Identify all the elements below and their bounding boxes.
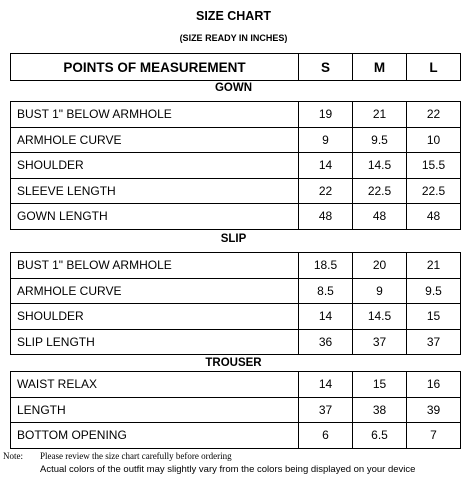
value-s: 8.5 — [299, 278, 353, 304]
value-m: 14.5 — [353, 304, 407, 330]
value-l: 15.5 — [407, 153, 461, 179]
table-row — [11, 253, 461, 279]
row-label: WAIST RELAX — [11, 372, 299, 398]
value-s: 48 — [299, 204, 353, 230]
header-size-s: S — [299, 54, 353, 81]
value-s: 22 — [299, 178, 353, 204]
value-l: 10 — [407, 127, 461, 153]
value-l: 48 — [407, 204, 461, 230]
gown-table — [10, 101, 461, 230]
table-row — [11, 329, 461, 355]
table-row — [11, 304, 461, 330]
value-s: 19 — [299, 102, 353, 128]
row-label: SHOULDER — [11, 304, 299, 330]
trouser-table — [10, 371, 461, 449]
value-s: 14 — [299, 372, 353, 398]
value-l: 21 — [407, 253, 461, 279]
value-s: 37 — [299, 397, 353, 423]
value-m: 6.5 — [353, 423, 407, 449]
value-m: 48 — [353, 204, 407, 230]
value-m: 21 — [353, 102, 407, 128]
row-label: SHOULDER — [11, 153, 299, 179]
chart-subtitle: (SIZE READY IN INCHES) — [179, 33, 288, 43]
row-label: SLIP LENGTH — [11, 329, 299, 355]
table-row — [11, 278, 461, 304]
value-l: 9.5 — [407, 278, 461, 304]
row-label: LENGTH — [11, 397, 299, 423]
value-m: 9.5 — [353, 127, 407, 153]
value-l: 37 — [407, 329, 461, 355]
header-size-l: L — [407, 54, 461, 81]
value-l: 22.5 — [407, 178, 461, 204]
row-label: BUST 1" BELOW ARMHOLE — [11, 253, 299, 279]
row-label: BUST 1" BELOW ARMHOLE — [11, 102, 299, 128]
value-l: 15 — [407, 304, 461, 330]
value-l: 39 — [407, 397, 461, 423]
value-m: 15 — [353, 372, 407, 398]
section-title-trouser: TROUSER — [205, 357, 262, 369]
table-row — [11, 204, 461, 230]
header-row — [11, 54, 461, 81]
value-s: 14 — [299, 153, 353, 179]
table-row — [11, 397, 461, 423]
header-table — [10, 53, 461, 81]
value-m: 9 — [353, 278, 407, 304]
table-row — [11, 423, 461, 449]
value-m: 38 — [353, 397, 407, 423]
value-m: 14.5 — [353, 153, 407, 179]
table-row — [11, 153, 461, 179]
row-label: BOTTOM OPENING — [11, 423, 299, 449]
value-m: 22.5 — [353, 178, 407, 204]
chart-title: SIZE CHART — [196, 9, 271, 23]
note-line-1: Please review the size chart carefully before ordering — [40, 451, 232, 461]
table-row — [11, 102, 461, 128]
header-size-m: M — [353, 54, 407, 81]
table-row — [11, 372, 461, 398]
value-m: 37 — [353, 329, 407, 355]
header-label: POINTS OF MEASUREMENT — [11, 54, 299, 81]
slip-table — [10, 252, 461, 355]
value-s: 18.5 — [299, 253, 353, 279]
note-line-2: Actual colors of the outfit may slightly vary from the colors being displayed on your device — [40, 464, 416, 475]
row-label: SLEEVE LENGTH — [11, 178, 299, 204]
value-s: 36 — [299, 329, 353, 355]
table-row — [11, 127, 461, 153]
value-m: 20 — [353, 253, 407, 279]
value-s: 9 — [299, 127, 353, 153]
row-label: GOWN LENGTH — [11, 204, 299, 230]
note-label: Note: — [3, 451, 23, 461]
value-s: 6 — [299, 423, 353, 449]
section-title-gown: GOWN — [214, 82, 253, 94]
value-s: 14 — [299, 304, 353, 330]
value-l: 22 — [407, 102, 461, 128]
table-row — [11, 178, 461, 204]
value-l: 16 — [407, 372, 461, 398]
value-l: 7 — [407, 423, 461, 449]
row-label: ARMHOLE CURVE — [11, 278, 299, 304]
row-label: ARMHOLE CURVE — [11, 127, 299, 153]
section-title-slip: SLIP — [220, 233, 247, 245]
